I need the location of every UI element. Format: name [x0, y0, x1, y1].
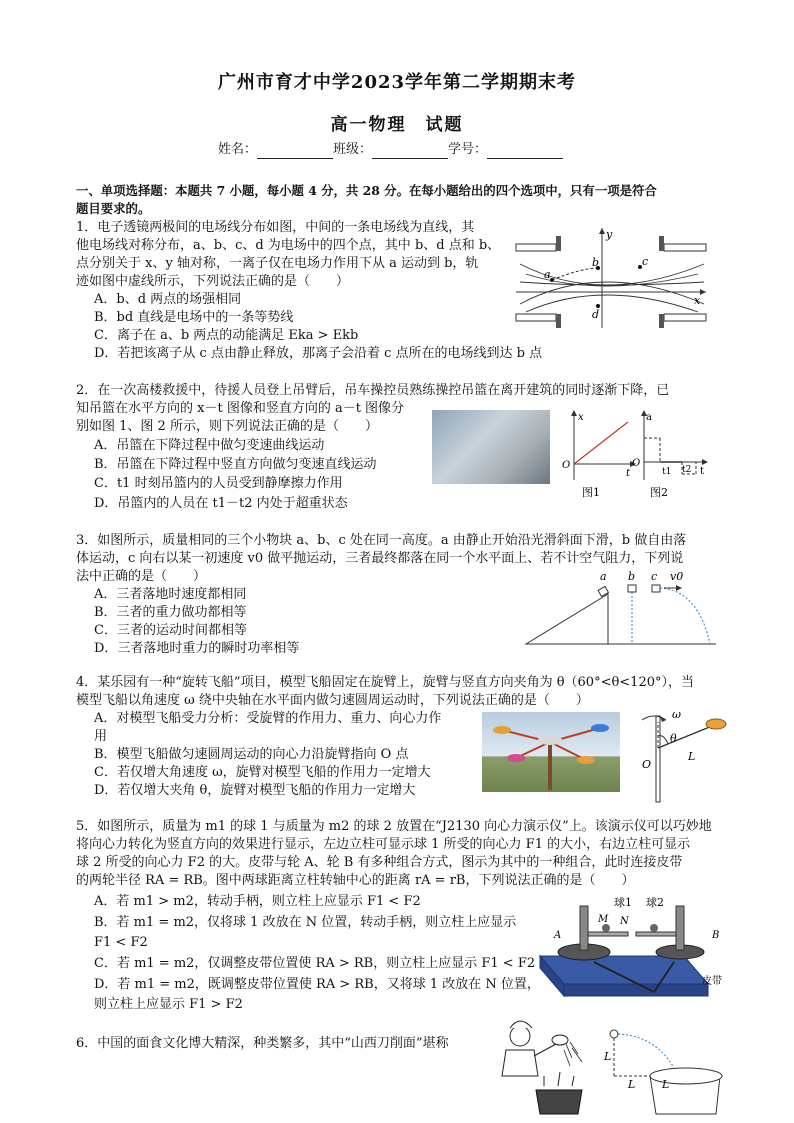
- q1-stem-line2: 他电场线对称分布，a、b、c、d 为电场中的四个点，其中 b、d 点和 b、: [76, 238, 501, 253]
- q3-option-c: C．三者的运动时间都相等: [94, 623, 247, 638]
- q2-fig1-origin: O: [562, 460, 571, 471]
- q1-label-c: c: [642, 255, 649, 268]
- q2-stem-line2: 知吊篮在水平方向的 x－t 图像和竖直方向的 a－t 图像分: [76, 401, 405, 416]
- q5-label-b: B: [712, 930, 720, 941]
- q2-fig1-x-label: t: [626, 468, 631, 479]
- q4-arm-diagram: [630, 708, 730, 804]
- student-info-line: [218, 141, 563, 159]
- q1-option-a: A．b、d 两点的场强相同: [94, 292, 242, 307]
- q5-centripetal-apparatus: [534, 892, 730, 1012]
- q2-fig2-t2: t2: [682, 465, 692, 475]
- q4-option-a: A．对模型飞船受力分析：受旋臂的作用力、重力、向心力作: [94, 711, 442, 726]
- q5-label-ball1: 球1: [614, 896, 632, 909]
- q2-fig1-y-label: x: [578, 412, 584, 423]
- q2-fig2-x-label: t: [700, 466, 705, 477]
- q5-label-ball2: 球2: [646, 896, 664, 909]
- q6-label-l-right: L: [662, 1078, 670, 1091]
- q5-label-belt: 皮带: [702, 976, 722, 987]
- q2-stem-line1: 2．在一次高楼救援中，待援人员登上吊臂后，吊车操控员熟练操控吊篮在离开建筑的同时逐渐下降，已: [76, 383, 670, 398]
- q1-stem-line3: 点分别关于 x、y 轴对称，一离子仅在电场力作用下从 a 运动到 b，轨: [76, 256, 479, 271]
- exam-subtitle: 高一物理 试题: [330, 115, 464, 135]
- q3-stem-line3: 法中正确的是（ ）: [76, 569, 207, 584]
- q2-fig2-caption: 图2: [650, 486, 668, 499]
- q3-stem-line1: 3．如图所示，质量相同的三个小物块 a、b、c 处在同一高度。a 由静止开始沿光滑斜面下滑，b 做自由落: [76, 533, 687, 548]
- id-blank[interactable]: [487, 144, 563, 159]
- q5-option-a: A．若 m1 > m2，转动手柄，则立柱上应显示 F1 < F2: [94, 894, 421, 909]
- q2-fig1-caption: 图1: [582, 486, 600, 499]
- class-label: 班级：: [333, 142, 373, 157]
- q3-stem-line2: 体运动，c 向右以某一初速度 v0 做平抛运动，三者最终都落在同一个水平面上、若不计空气阻力，下列说: [76, 551, 684, 566]
- q5-label-n: N: [620, 916, 629, 927]
- q2-figure-1-xt-graph: [556, 408, 636, 502]
- q6-projectile-pot-diagram: [600, 1018, 730, 1118]
- q4-label-theta: θ: [670, 732, 677, 745]
- q4-ride-photo: [482, 712, 620, 792]
- q1-label-a: a: [544, 268, 551, 281]
- q5-stem-line4: 的两轮半径 RA = RB。图中两球距离立柱转轴中心的距离 rA = rB，下列说法正确的是（ ）: [76, 873, 635, 888]
- q5-option-d: D．若 m1 = m2，既调整皮带位置使 RA > RB，又将球 1 改放在 N 位置，: [94, 977, 540, 992]
- name-label: 姓名：: [218, 142, 258, 157]
- q2-fig2-t1: t1: [662, 467, 672, 477]
- q3-label-v0: v0: [670, 570, 684, 583]
- q1-electric-field-diagram: [512, 224, 712, 328]
- q4-label-l: L: [688, 750, 696, 763]
- q4-ride-photo-art: [482, 712, 620, 792]
- q2-figure-2-at-graph: [630, 408, 710, 502]
- q6-stem-line1: 6．中国的面食文化博大精深，种类繁多，其中“山西刀削面”堪称: [76, 1036, 449, 1051]
- q5-stem-line2: 将向心力转化为竖直方向的效果进行显示，左边立柱可显示球 1 所受的向心力 F1 的大小，右边立柱可显示: [76, 837, 691, 852]
- q2-option-b: B．吊篮在下降过程中竖直方向做匀变速直线运动: [94, 457, 377, 472]
- q4-option-d: D．若仅增大夹角 θ，旋臂对模型飞船的作用力一定增大: [94, 783, 416, 798]
- q6-label-l-left: L: [628, 1078, 636, 1091]
- q4-option-c: C．若仅增大角速度 ω，旋臂对模型飞船的作用力一定增大: [94, 765, 431, 780]
- q5-stem-line1: 5．如图所示，质量为 m1 的球 1 与质量为 m2 的球 2 放置在“J2130 向心力演示仪”上。该演示仪可以巧妙地: [76, 819, 712, 834]
- id-label: 学号：: [448, 142, 488, 157]
- q2-option-a: A．吊篮在下降过程中做匀变速曲线运动: [94, 438, 325, 453]
- q3-label-a: a: [600, 570, 607, 583]
- section-heading-line1: 一、单项选择题：本题共 7 小题，每小题 4 分，共 28 分。在每小题给出的四个选项中，只有一项是符合: [76, 183, 657, 198]
- q1-stem-line4: 迹如图中虚线所示，下列说法正确的是（ ）: [76, 274, 350, 289]
- q5-option-d-cont: 则立柱上应显示 F1 > F2: [94, 997, 243, 1012]
- q3-label-c: c: [651, 570, 658, 583]
- q4-label-omega: ω: [672, 708, 681, 721]
- q3-incline-projectile-diagram: [524, 568, 718, 650]
- q5-label-m: M: [598, 914, 609, 925]
- q2-option-c: C．t1 时刻吊篮内的人员受到静摩擦力作用: [94, 476, 343, 491]
- exam-title: 广州市育才中学2023学年第二学期期末考: [217, 72, 577, 93]
- q3-option-a: A．三者落地时速度都相同: [94, 587, 247, 602]
- q4-option-b: B．模型飞船做匀速圆周运动的向心力沿旋臂指向 O 点: [94, 747, 409, 762]
- q4-label-o: O: [642, 758, 652, 771]
- q5-option-c: C．若 m1 = m2，仅调整皮带位置使 RA > RB，则立柱上应显示 F1 < F2: [94, 956, 536, 971]
- section-heading-line2: 题目要求的。: [76, 201, 151, 216]
- q1-option-d: D．若把该离子从 c 点由静止释放，那离子会沿着 c 点所在的电场线到达 b 点: [94, 346, 543, 361]
- q3-label-b: b: [628, 570, 636, 583]
- q4-stem-line1: 4．某乐园有一种“旋转飞船”项目，模型飞船固定在旋臂上，旋臂与竖直方向夹角为 θ（60°<θ<120°），当: [76, 675, 694, 690]
- name-blank[interactable]: [257, 144, 333, 159]
- q1-label-d: d: [592, 308, 600, 321]
- q1-label-y: y: [606, 228, 613, 241]
- q1-stem-line1: 1．电子透镜两极间的电场线分布如图，中间的一条电场线为直线，其: [76, 220, 475, 235]
- class-blank[interactable]: [372, 144, 448, 159]
- q1-option-c: C．离子在 a、b 两点的动能满足 Eka > Ekb: [94, 328, 359, 343]
- q3-option-d: D．三者落地时重力的瞬时功率相等: [94, 641, 300, 656]
- q5-stem-line3: 球 2 所受的向心力 F2 的大。皮带与轮 A、轮 B 有多种组合方式，图示为其中的一种组合，此时连接皮带: [76, 855, 683, 870]
- q4-option-a-cont: 用: [94, 729, 108, 744]
- q4-stem-line2: 模型飞船以角速度 ω 绕中央轴在水平面内做匀速圆周运动时，下列说法正确的是（ ）: [76, 693, 589, 708]
- q2-rescue-photo: [432, 410, 550, 484]
- q6-label-l-vertical: L: [604, 1050, 612, 1063]
- q5-option-b: B．若 m1 = m2，仅将球 1 改放在 N 位置，转动手柄，则立柱上应显示: [94, 915, 517, 930]
- q2-stem-line3: 别如图 1、图 2 所示，则下列说法正确的是（ ）: [76, 419, 378, 434]
- q2-fig2-y-label: a: [646, 412, 652, 423]
- q5-label-a: A: [554, 930, 562, 941]
- q5-option-b-cont: F1 < F2: [94, 935, 148, 950]
- q1-label-b: b: [592, 256, 600, 269]
- q2-option-d: D．吊篮内的人员在 t1－t2 内处于超重状态: [94, 496, 348, 511]
- q1-label-x: x: [694, 294, 701, 307]
- q1-option-b: B．bd 直线是电场中的一条等势线: [94, 310, 294, 325]
- q3-option-b: B．三者的重力做功都相等: [94, 605, 247, 620]
- q6-chef-illustration: [486, 1014, 596, 1118]
- q2-fig2-origin: O: [632, 458, 641, 469]
